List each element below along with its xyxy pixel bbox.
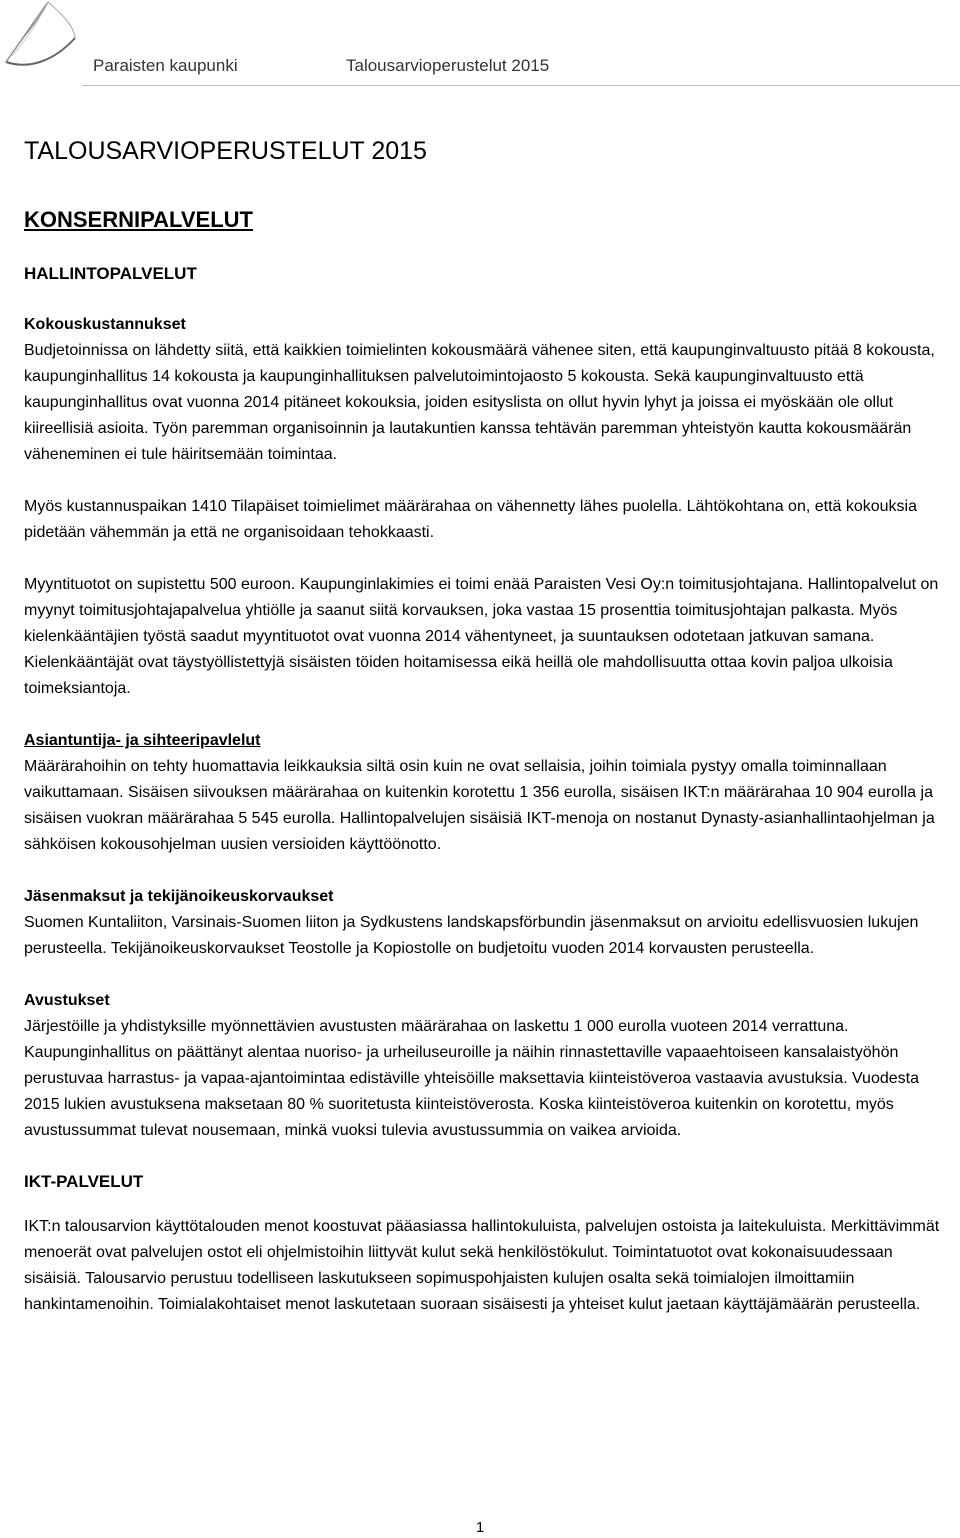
avustukset-paragraph: Järjestöille ja yhdistyksille myönnettävien avustusten määrärahaa on laskettu 1 000 eurolla vuoteen 2014 verrattuna. Kaupunginhallitus on päättänyt alentaa nuoriso- ja urheiluseuroille ja näihin rinnastettaville vapaaehtoiseen kansalaistyöhön perustuvaa harrastus- ja vapaa-ajantoimintaa edistäville yhteisöille maksettavia kiinteistöveroa vastaavia avustuksia. Vuodesta 2015 lukien avustuksena maksetaan 80 % suoritetusta kiinteistöverosta. Koska kiinteistöveroa kuitenkin on korotettu, myös avustussummat tulevat nousemaan, minkä vuoksi tulevia avustussummia on vaikea arvioida. bbox=[24, 1018, 919, 1139]
kokouskustannukset-block bbox=[24, 312, 950, 702]
page-title: TALOUSARVIOPERUSTELUT 2015 bbox=[24, 137, 427, 165]
sail-logo-icon bbox=[0, 0, 80, 78]
kokouskustannukset-paragraph-3: Myyntituotot on supistettu 500 euroon. Kaupunginlakimies ei toimi enää Paraisten Vesi Oy:n toimitusjohtajana. Hallintopalvelut on myynyt toimitusjohtajapalvelua yhtiölle ja saanut siitä korvauksen, joka vastaa 15 prosenttia toimitusjohtajan palkasta. Myös kielenkääntäjien työstä saadut myyntituotot ovat vuonna 2014 vähentyneet, ja suuntauksen odotetaan jatkuvan samana. Kielenkääntäjät ovat täystyöllistettyjä sisäisten töiden hoitamisessa eikä heillä ole mahdollisuutta ottaa kovin paljoa ulkoisia toimeksiantoja. bbox=[24, 576, 939, 697]
ikt-paragraph: IKT:n talousarvion käyttötalouden menot koostuvat pääasiassa hallintokuluista, palvelujen ostoista ja laitekuluista. Merkittävimmät menoerät ovat palvelujen ostot eli ohjelmistoihin liittyvät kulut sekä henkilöstökulut. Toimintatuotot ovat kokonaisuudessaan sisäisiä. Talousarvio perustuu todelliseen laskutukseen sopimuspohjaisten kulujen osalta sekä toimialojen ilmoittamiin hankintamenoihin. Toimialakohtaiset menot laskutetaan suoraan sisäisesti ja yhteiset kulut jaetaan käyttäjämäärän perusteella. bbox=[24, 1218, 940, 1313]
jasenmaksut-paragraph: Suomen Kuntaliiton, Varsinais-Suomen liiton ja Sydkustens landskapsförbundin jäsenmaksut on arvioitu edellisvuosien lukujen perusteella. Tekijänoikeuskorvaukset Teostolle ja Kopiostolle on budjetoitu vuoden 2014 korvausten perusteella. bbox=[24, 914, 919, 957]
page-header bbox=[0, 0, 960, 110]
section-hallintopalvelut: HALLINTOPALVELUT bbox=[24, 264, 197, 283]
header-document-title: Talousarvioperustelut 2015 bbox=[346, 56, 550, 75]
avustukset-block bbox=[24, 988, 950, 1144]
header-divider bbox=[82, 85, 960, 86]
kokouskustannukset-paragraph-1: Budjetoinnissa on lähdetty siitä, että kaikkien toimielinten kokousmäärä vähenee siten, että kaupunginvaltuusto pitää 8 kokousta, kaupunginhallitus 14 kokousta ja kaupunginhallituksen palvelutoimintojaosto 5 kokousta. Sekä kaupunginvaltuusto että kaupunginhallitus ovat vuonna 2014 pitäneet kokouksia, joiden esityslista on ollut hyvin lyhyt ja joissa ei myöskään ole ollut kiireellisiä asioita. Työn paremman organisoinnin ja lautakuntien kanssa tehtävän paremman yhteistyön kautta kokousmäärän väheneminen ei tule häiritsemään toimintaa. bbox=[24, 342, 935, 463]
jasenmaksut-heading: Jäsenmaksut ja tekijänoikeuskorvaukset bbox=[24, 888, 334, 905]
asiantuntija-block bbox=[24, 728, 950, 858]
ikt-block bbox=[24, 1170, 950, 1318]
header-organization: Paraisten kaupunki bbox=[93, 56, 238, 75]
ikt-heading: IKT-PALVELUT bbox=[24, 1172, 144, 1191]
avustukset-heading: Avustukset bbox=[24, 992, 110, 1009]
kokouskustannukset-paragraph-2: Myös kustannuspaikan 1410 Tilapäiset toimielimet määrärahaa on vähennetty lähes puolella. Lähtökohtana on, että kokouksia pidetään vähemmän ja että ne organisoidaan tehokkaasti. bbox=[24, 498, 918, 541]
kokouskustannukset-heading: Kokouskustannukset bbox=[24, 316, 186, 333]
page-number: 1 bbox=[475, 1519, 485, 1536]
document-body bbox=[24, 130, 950, 1344]
jasenmaksut-block bbox=[24, 884, 950, 962]
section-konsernipalvelut: KONSERNIPALVELUT bbox=[24, 207, 253, 232]
asiantuntija-paragraph: Määrärahoihin on tehty huomattavia leikkauksia siltä osin kuin ne ovat sellaisia, joihin toimiala pystyy omalla toiminnallaan vaikuttamaan. Sisäisen siivouksen määrärahaa on kuitenkin korotettu 1 356 eurolla, sisäisen IKT:n määrärahaa 10 904 eurolla ja sisäisen vuokran määrärahaa 5 545 eurolla. Hallintopalvelujen sisäisiä IKT-menoja on nostanut Dynasty-asianhallintaohjelman ja sähköisen kokousohjelman uusien versioiden käyttöönotto. bbox=[24, 758, 935, 853]
asiantuntija-heading: Asiantuntija- ja sihteeripavlelut bbox=[24, 732, 261, 749]
